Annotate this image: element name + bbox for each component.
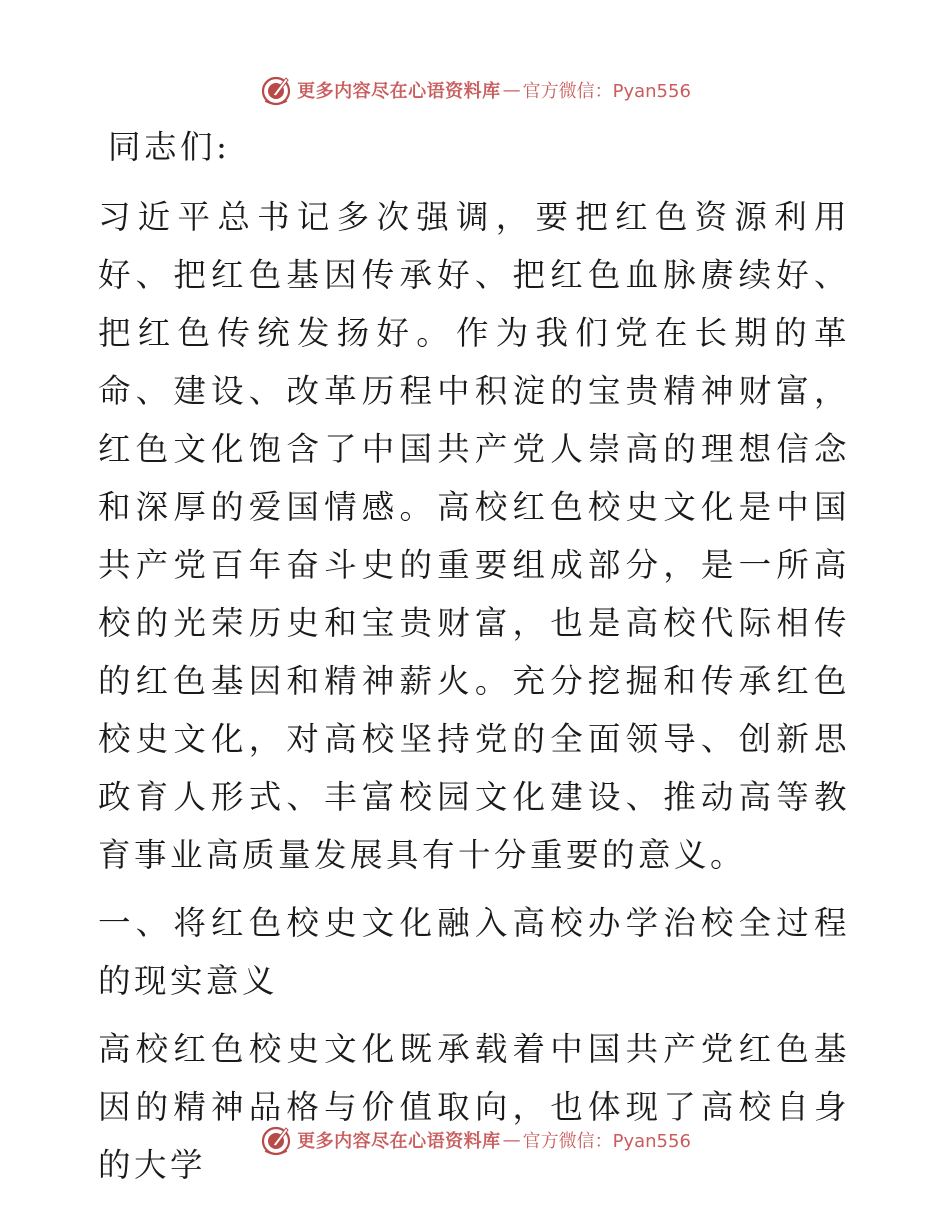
paragraph-intro: 习近平总书记多次强调，要把红色资源利用好、把红色基因传承好、把红色血脉赓续好、把红色传统发扬好。作为我们党在长期的革命、建设、改革历程中积淀的宝贵精神财富，红色文化饱含了中国共产党人崇高的理想信念和深厚的爱国情感。高校红色校史文化是中国共产党百年奋斗史的重要组成部分，是一所高校的光荣历史和宝贵财富，也是高校代际相传的红色基因和精神薪火。充分挖掘和传承红色校史文化，对高校坚持党的全面领导、创新思政育人形式、丰富校园文化建设、推动高等教育事业高质量发展具有十分重要的意义。 [98, 198, 850, 874]
banner-separator: — [502, 79, 521, 101]
paragraph-section-one: 高校红色校史文化既承载着中国共产党红色基因的精神品格与价值取向，也体现了高校自身的大学 [98, 1030, 850, 1184]
header-banner [0, 70, 950, 110]
banner-brand-text: 更多内容尽在心语资料库 [297, 1131, 501, 1152]
banner-separator: — [502, 1129, 521, 1151]
section-heading-one: 一、将红色校史文化融入高校办学治校全过程的现实意义 [98, 904, 850, 1000]
document-body [98, 118, 850, 1204]
greeting: 同志们: [108, 128, 231, 166]
banner-wechat-text: 官方微信：Pyan556 [522, 1131, 691, 1152]
footer-banner [0, 1120, 950, 1160]
banner-brand-text: 更多内容尽在心语资料库 [297, 81, 501, 102]
quill-pen-logo-icon [259, 1123, 293, 1157]
banner-wechat-text: 官方微信：Pyan556 [522, 81, 691, 102]
quill-pen-logo-icon [259, 73, 293, 107]
